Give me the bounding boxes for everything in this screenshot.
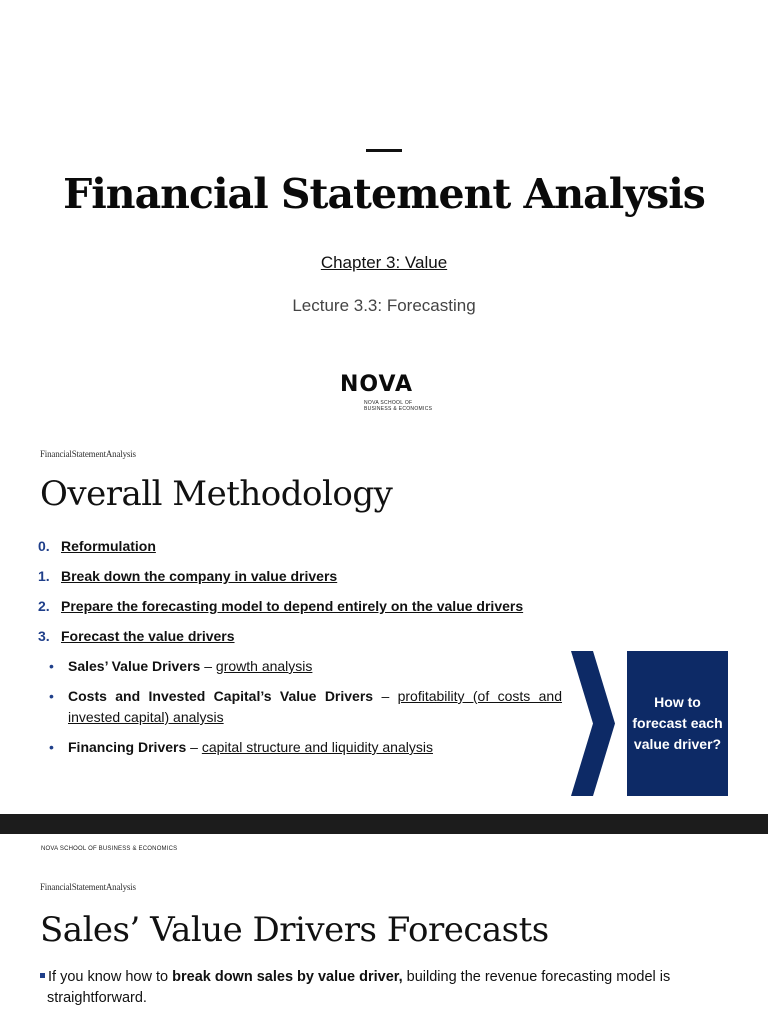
paragraph-text-bold: break down sales by value driver, (172, 969, 403, 985)
sub-list-item (38, 656, 562, 677)
methodology-list (38, 536, 562, 767)
school-name: NOVA SCHOOL OF BUSINESS & ECONOMICS (41, 846, 178, 852)
nova-logo (340, 370, 433, 412)
title-dash-divider (366, 149, 402, 152)
sub-item-label: Costs and Invested Capital’s Value Drivers (68, 688, 374, 704)
sub-item-separator: – (200, 658, 216, 674)
list-item-text: Prepare the forecasting model to depend entirely on the value drivers (61, 598, 524, 614)
callout-text: How to forecast each value driver? (632, 694, 723, 752)
sub-item-topic: growth analysis (215, 658, 313, 674)
bullet-icon: • (49, 688, 54, 704)
slide-header: FinancialStatementAnalysis (40, 882, 136, 892)
list-item-text: Forecast the value drivers (61, 628, 235, 644)
list-item-number: 2. (38, 598, 50, 614)
sub-list-item (38, 686, 562, 728)
logo-subtitle-line1: NOVA SCHOOL OF (364, 400, 413, 406)
methodology-slide (0, 440, 768, 814)
list-item-text: Break down the company in value drivers (61, 568, 338, 584)
sub-item-separator: – (186, 739, 202, 755)
logo-subtitle (364, 400, 434, 412)
square-bullet-icon (40, 973, 45, 978)
sub-item-label: Financing Drivers (68, 739, 187, 755)
callout-box (627, 651, 728, 796)
logo-wordmark: NOVA (340, 372, 414, 397)
chevron-right-icon (571, 651, 615, 796)
paragraph-text-line2: straightforward. (47, 990, 147, 1006)
sub-item-separator: – (373, 688, 398, 704)
sub-item-topic: capital structure and liquidity analysis (201, 739, 433, 755)
list-item (38, 626, 562, 647)
sub-list-item (38, 737, 562, 758)
slide-header: FinancialStatementAnalysis (40, 449, 136, 459)
section-title: Overall Methodology (40, 474, 393, 514)
paragraph (40, 967, 745, 1009)
list-item (38, 536, 562, 557)
section-title: Sales’ Value Drivers Forecasts (40, 910, 549, 950)
list-item-number: 0. (38, 538, 50, 554)
paragraph-text-end: building the revenue forecasting model is (402, 969, 671, 985)
logo-subtitle-line2: BUSINESS & ECONOMICS (364, 406, 433, 412)
sales-drivers-slide (0, 834, 768, 1024)
chapter-subtitle: Chapter 3: Value (320, 253, 448, 272)
bullet-icon: • (49, 658, 54, 674)
list-item (38, 566, 562, 587)
bullet-icon: • (49, 739, 54, 755)
list-item-text: Reformulation (61, 538, 156, 554)
lecture-subtitle: Lecture 3.3: Forecasting (292, 296, 476, 315)
main-title: Financial Statement Analysis (63, 170, 705, 218)
list-item (38, 596, 562, 617)
title-slide (0, 0, 768, 430)
footer-bar (0, 814, 768, 834)
sub-item-label: Sales’ Value Drivers (68, 658, 201, 674)
list-item-number: 3. (38, 628, 50, 644)
list-item-number: 1. (38, 568, 50, 584)
sub-item-topic: profitability (of costs and invested capital) analysis (68, 688, 562, 725)
paragraph-text-start: If you know how to (48, 969, 173, 985)
